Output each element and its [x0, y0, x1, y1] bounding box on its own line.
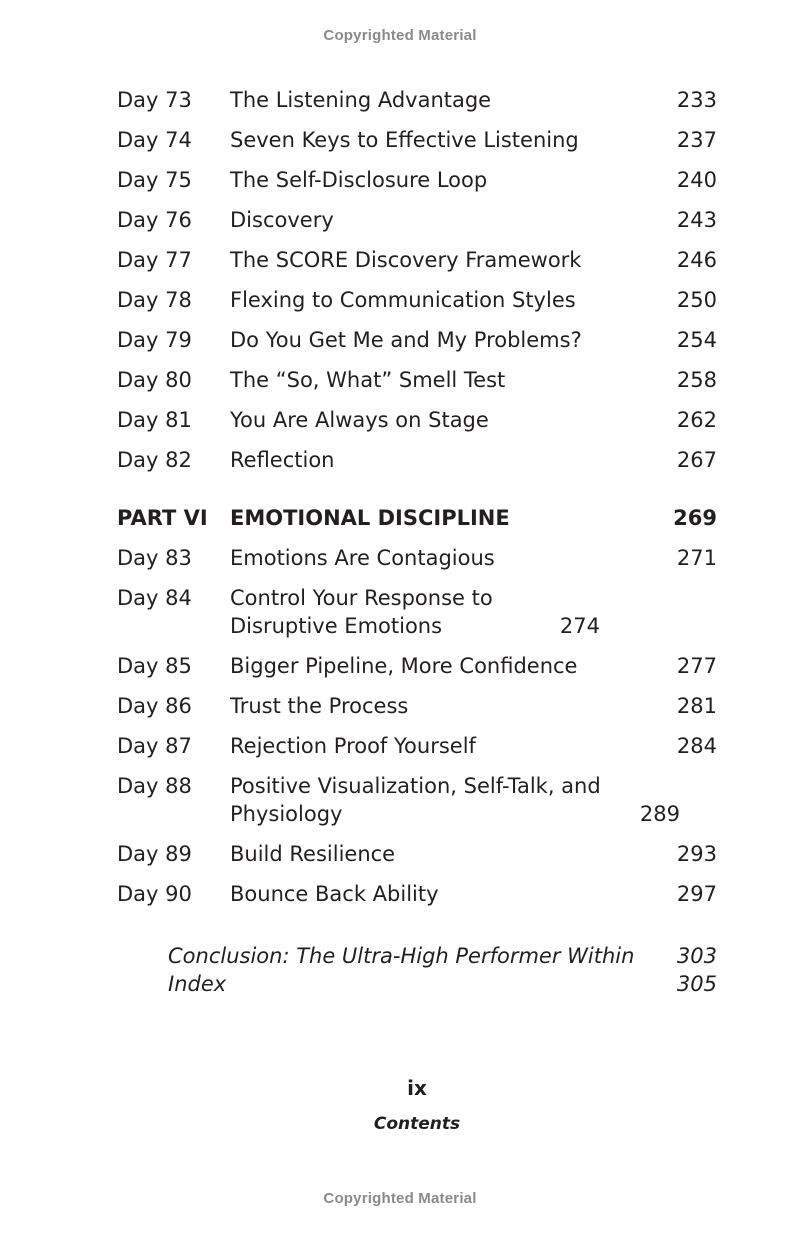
conclusion-page: 303: [676, 944, 717, 968]
toc-day: Day 83: [117, 546, 192, 570]
index-page: 305: [676, 972, 717, 996]
toc-title: The Self-Disclosure Loop: [230, 168, 488, 192]
toc-day: Day 88: [117, 774, 192, 798]
toc-page: 293: [676, 842, 717, 866]
toc-day: Day 82: [117, 448, 192, 472]
toc-day: Day 73: [117, 88, 192, 112]
toc-page: 289: [639, 802, 680, 826]
back-matter: [168, 942, 717, 998]
toc-entry: [117, 246, 717, 286]
toc-title: Flexing to Communication Styles: [230, 288, 576, 312]
toc-page: 281: [676, 694, 717, 718]
toc-page: 246: [676, 248, 717, 272]
index-title: Index: [168, 972, 227, 996]
page-number: ix: [407, 1076, 427, 1100]
toc-page: 243: [676, 208, 717, 232]
toc-entry: [117, 86, 717, 126]
toc-entry: [117, 732, 717, 772]
toc-title: Discovery: [230, 208, 334, 232]
toc-title: Rejection Proof Yourself: [230, 734, 476, 758]
toc-page: 240: [676, 168, 717, 192]
toc-day: Day 78: [117, 288, 192, 312]
toc-title: Build Resilience: [230, 842, 396, 866]
toc-day: Day 77: [117, 248, 192, 272]
toc-title: The “So, What” Smell Test: [230, 368, 506, 392]
toc-entry: [117, 584, 717, 652]
back-matter-entry: [168, 942, 717, 970]
toc-title: Control Your Response to Disruptive Emotions: [230, 586, 493, 638]
toc-entry: [117, 772, 717, 840]
toc-entry: [117, 286, 717, 326]
part-title: EMOTIONAL DISCIPLINE: [230, 506, 510, 530]
toc-page: 258: [676, 368, 717, 392]
part-heading: [117, 486, 717, 544]
toc-page: 274: [559, 614, 600, 638]
toc-entry: [117, 544, 717, 584]
toc-page: 284: [676, 734, 717, 758]
toc-title: Seven Keys to Effective Listening: [230, 128, 579, 152]
conclusion-title: Conclusion: The Ultra-High Performer Within: [168, 944, 635, 968]
part-page: 269: [673, 506, 717, 530]
toc-day: Day 85: [117, 654, 192, 678]
toc-entry: [117, 446, 717, 486]
toc-entry: [117, 692, 717, 732]
toc-title: Do You Get Me and My Problems?: [230, 328, 582, 352]
toc-title: Bigger Pipeline, More Confidence: [230, 654, 578, 678]
copyright-watermark-bottom: Copyrighted Material: [323, 1190, 477, 1207]
toc-page: 233: [676, 88, 717, 112]
toc-page: 237: [676, 128, 717, 152]
running-footer: Contents: [373, 1114, 461, 1134]
toc-title: Emotions Are Contagious: [230, 546, 495, 570]
toc-page: 267: [676, 448, 717, 472]
toc-day: Day 79: [117, 328, 192, 352]
part-label: PART VI: [117, 506, 208, 530]
back-matter-entry: [168, 970, 717, 998]
toc-day: Day 87: [117, 734, 192, 758]
toc-day: Day 84: [117, 586, 192, 610]
toc-title: The Listening Advantage: [230, 88, 492, 112]
toc-title: Bounce Back Ability: [230, 882, 439, 906]
toc-day: Day 74: [117, 128, 192, 152]
toc-entry: [117, 126, 717, 166]
toc-day: Day 76: [117, 208, 192, 232]
toc-title: You Are Always on Stage: [230, 408, 489, 432]
toc-title: Positive Visualization, Self-Talk, and Physiology: [230, 774, 601, 826]
table-of-contents: [117, 86, 717, 920]
toc-day: Day 89: [117, 842, 192, 866]
toc-day: Day 80: [117, 368, 192, 392]
toc-day: Day 90: [117, 882, 192, 906]
toc-entry: [117, 206, 717, 246]
toc-entry: [117, 880, 717, 920]
toc-day: Day 75: [117, 168, 192, 192]
toc-page: 250: [676, 288, 717, 312]
copyright-watermark-top: Copyrighted Material: [323, 27, 477, 44]
toc-title: The SCORE Discovery Framework: [230, 248, 582, 272]
toc-entry: [117, 326, 717, 366]
toc-page: 297: [676, 882, 717, 906]
toc-day: Day 81: [117, 408, 192, 432]
toc-entry: [117, 166, 717, 206]
toc-title: Trust the Process: [230, 694, 409, 718]
toc-page: 271: [676, 546, 717, 570]
toc-title: Reflection: [230, 448, 335, 472]
toc-day: Day 86: [117, 694, 192, 718]
toc-entry: [117, 366, 717, 406]
toc-page: 277: [676, 654, 717, 678]
toc-page: 254: [676, 328, 717, 352]
toc-entry: [117, 652, 717, 692]
toc-page: 262: [676, 408, 717, 432]
toc-entry: [117, 406, 717, 446]
toc-entry: [117, 840, 717, 880]
